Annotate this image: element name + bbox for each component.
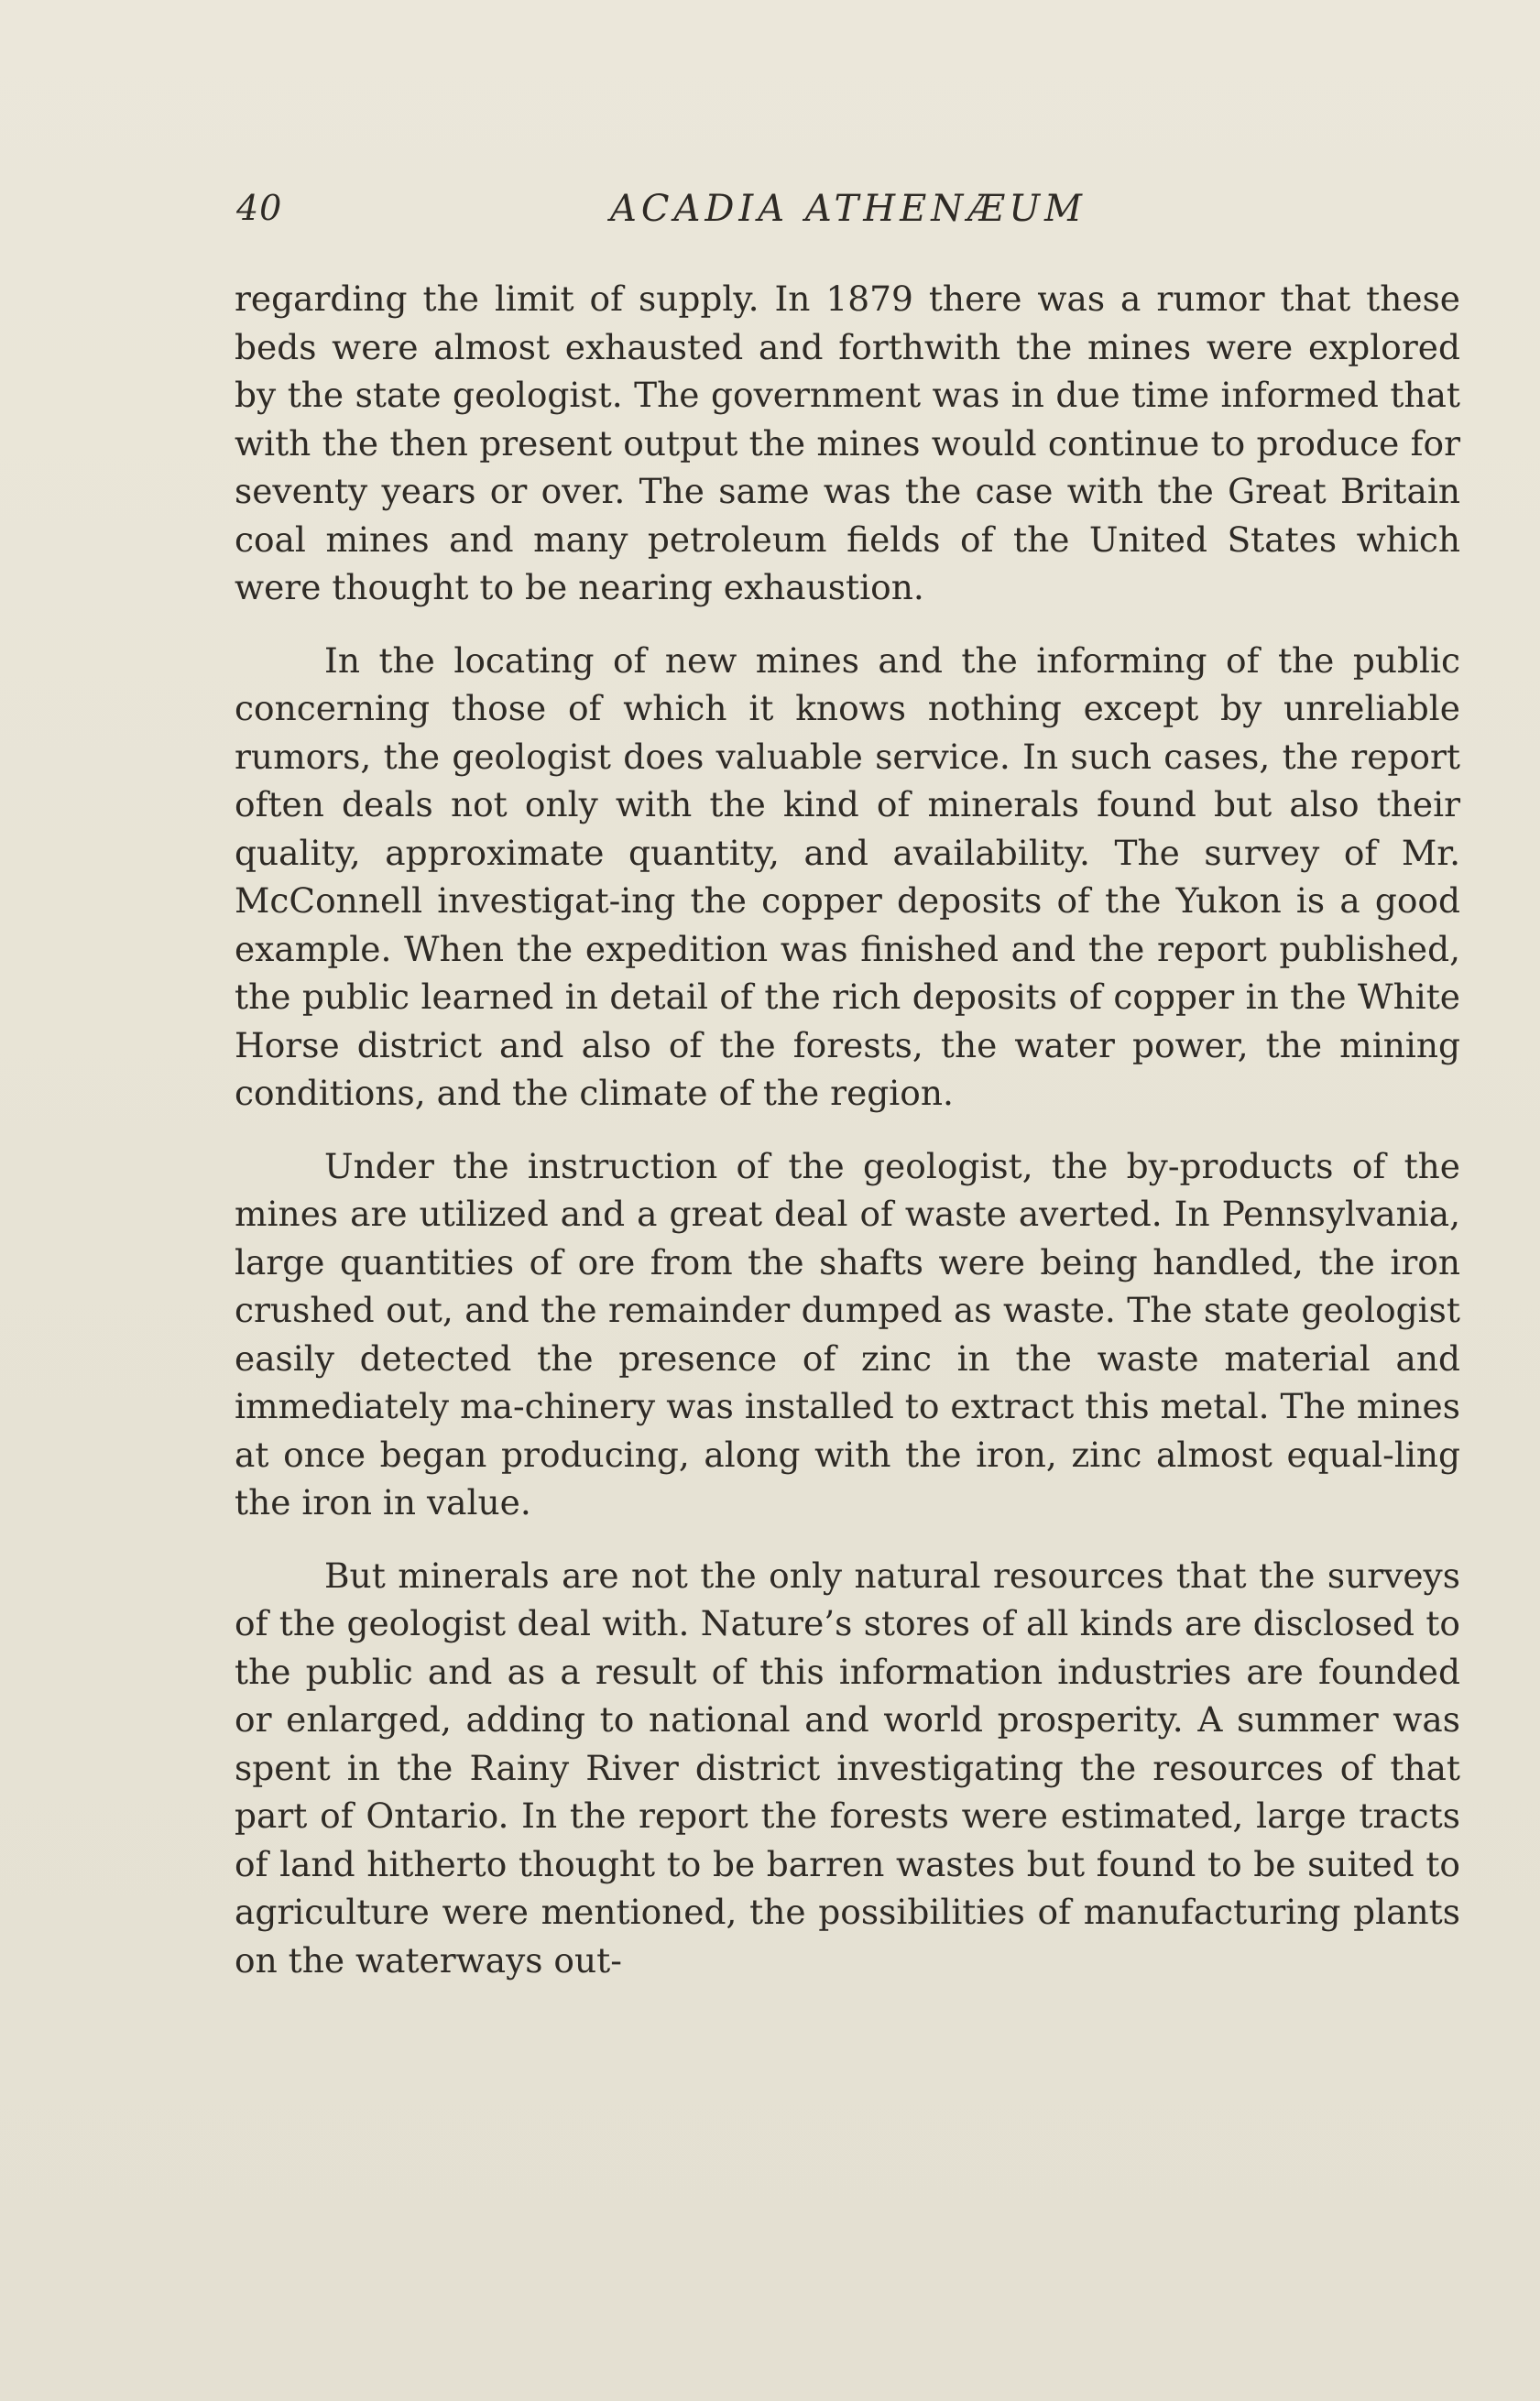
running-head (236, 188, 1460, 234)
paragraph-1: regarding the limit of supply. In 1879 there was a rumor that these beds were almost exhausted and forthwith the mines were explored by the state geologist. The government was in due time informed that with the then present output the mines would continue to produce for seventy years or over. The same was the case with the Great Britain coal mines and many petroleum fields of the United States which were thought to be nearing exhaustion. (235, 278, 1460, 607)
paragraph-4: But minerals are not the only natural resources that the surveys of the geologist deal with. Nature’s stores of all kinds are disclosed to the public and as a result of this information industries are founded or enlarged, adding to national and world prosperity. A summer was spent in the Rainy River district investigating the resources of that part of Ontario. In the report the forests were estimated, large tracts of land hitherto thought to be barren wastes but found to be suited to agriculture were mentioned, the possibilities of manufacturing plants on the waterways out- (235, 1555, 1460, 1981)
page-number: 40 (236, 188, 283, 228)
journal-title: ACADIA ATHENÆUM (609, 188, 1087, 230)
article-body (235, 275, 1460, 2009)
paragraph-3: Under the instruction of the geologist, the by-products of the mines are utilized and a great deal of waste averted. In Pennsylvania, large quantities of ore from the shafts were being handled, the iron crushed out, and the remainder dumped as waste. The state geologist easily detected the presence of zinc in the waste material and immediately ma-chinery was installed to extract this metal. The mines at once began producing, along with the iron, zinc almost equal-ling the iron in value. (235, 1145, 1460, 1522)
paragraph-2: In the locating of new mines and the informing of the public concerning those of which it knows nothing except by unreliable rumors, the geologist does valuable service. In such cases, the report often deals not only with the kind of minerals found but also their quality, approximate quantity, and availability. The survey of Mr. McConnell investigat-ing the copper deposits of the Yukon is a good example. When the expedition was finished and the report published, the public learned in detail of the rich deposits of copper in the White Horse district and also of the forests, the water power, the mining conditions, and the climate of the region. (235, 639, 1460, 1113)
